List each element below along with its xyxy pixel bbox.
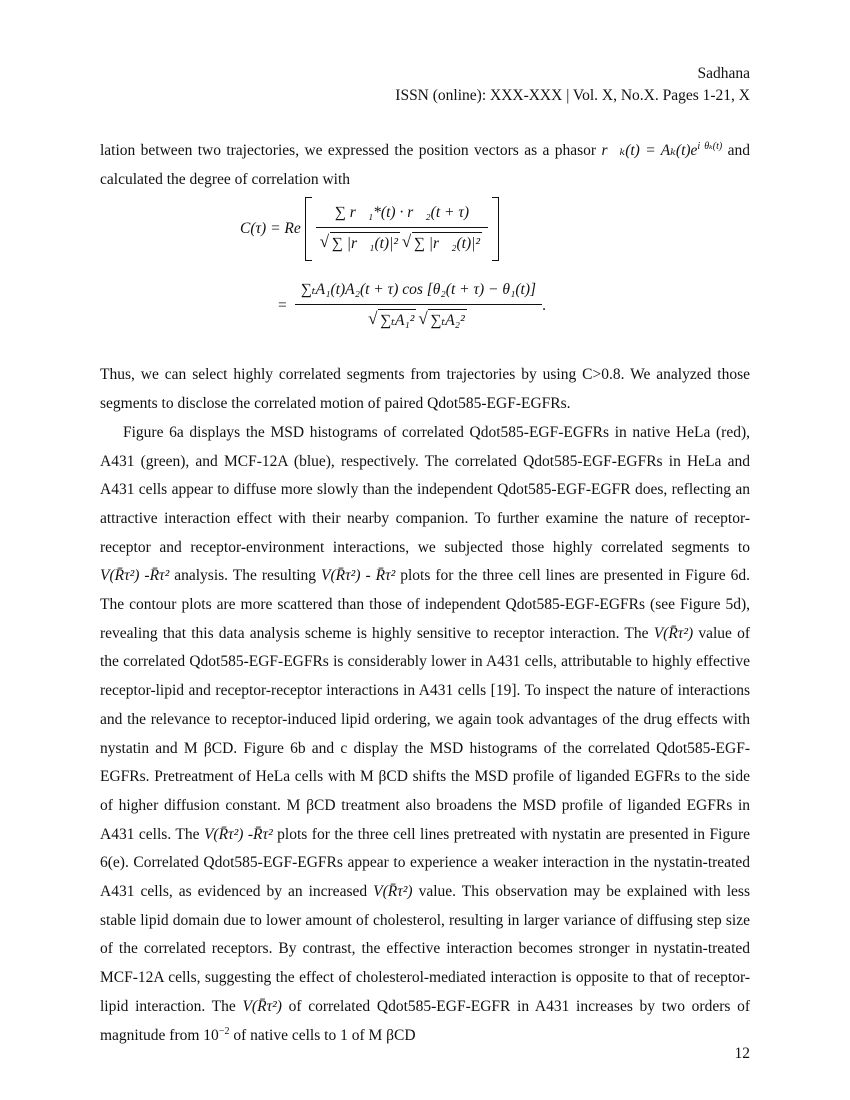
fraction-1-denominator xyxy=(316,228,488,255)
fraction-1 xyxy=(316,203,488,255)
journal-name: Sadhana xyxy=(697,65,750,82)
sqrt-1a: √ ∑ |r⃗₁(t)|² xyxy=(330,232,400,255)
math-v-r: V(R̄τ²) xyxy=(321,567,361,585)
paragraph-selection: Thus, we can select highly correlated segments from trajectories by using C>0.8. We analyzed those segments to disclose the correlated motion of paired Qdot585-EGF-EGFRs. xyxy=(100,366,750,413)
phasor-exponent: i θₖ(t) xyxy=(697,140,723,152)
math-v-r: V(R̄τ²) xyxy=(373,883,413,901)
sqrt-2a: √ ∑ₜA₁² xyxy=(378,309,416,332)
fraction-2-numerator: ∑ₜA₁(t)A₂(t + τ) cos [θ₂(t + τ) − θ₁(t)] xyxy=(295,280,542,305)
paragraph-figure-6: Figure 6a displays the MSD histograms of correlated Qdot585-EGF-EGFRs in native HeLa (red), A431 (green), and MCF-12A (blue), respectively. The correlated Qdot585-EGF-EGFRs in HeLa and A431 cells appear to diffuse more slowly than the independent Qdot585-EGF-EGFR does, reflecting an attractive interaction effect with their nearby companion. To further examine the nature of receptor-receptor and receptor-environment interactions, we subjected those highly correlated segments to V(R̄τ²) -R̄τ² analysis. The resulting V(R̄τ²) - R̄τ² plots for the three cell lines are presented in Figure 6d. The contour plots are more scattered than those of independent Qdot585-EGF-EGFRs (see Figure 5d), revealing that this data analysis scheme is highly sensitive to receptor interaction. The V(R̄τ²) value of the correlated Qdot585-EGF-EGFRs is considerably lower in A431 cells, attributable to highly effective receptor-lipid and receptor-receptor interactions in A431 cells [19]. To inspect the nature of interactions and the relevance to receptor-induced lipid ordering, we again took advantages of the drug effects with nystatin and M βCD. Figure 6b and c display the MSD histograms of the correlated Qdot585-EGF-EGFRs. Pretreatment of HeLa cells with M βCD shifts the MSD profile of liganded EGFRs to the side of higher diffusion constant. M βCD treatment also broadens the MSD profile of liganded EGFRs in A431 cells. The V(R̄τ²) -R̄τ² plots for the three cell lines pretreated with nystatin are presented in Figure 6(e). Correlated Qdot585-EGF-EGFRs appear to experience a weaker interaction in the nystatin-treated A431 cells, as evidenced by an increased V(R̄τ²) value. This observation may be explained with less stable lipid domain due to lower amount of cholesterol, resulting in larger variance of diffusing step size of the correlated receptors. By contrast, the effective interaction becomes stronger in nystatin-treated MCF-12A cells, suggesting the effect of cholesterol-mediated interaction is opposite to that of receptor-lipid interaction. The V(R̄τ²) of correlated Qdot585-EGF-EGFR in A431 increases by two orders of magnitude from $10^{-2}$ of native cells to 1 of M βCD xyxy=(100,423,751,1044)
math-v-r: V(R̄τ²) - xyxy=(203,825,254,843)
math-v-r: V(R̄τ²) xyxy=(242,997,282,1015)
equation-line-1 xyxy=(240,196,503,262)
sqrt-2b: √ ∑ₜA₂² xyxy=(428,309,466,332)
running-header xyxy=(395,63,750,107)
phasor-text-a: lation between two trajectories, we expressed the position vectors as a phasor xyxy=(100,142,602,159)
equation-period: . xyxy=(542,297,546,315)
page-number: 12 xyxy=(734,1045,750,1062)
fraction-2-denominator xyxy=(295,305,542,332)
equals-sign: = xyxy=(278,297,287,315)
fraction-2 xyxy=(295,280,542,332)
page-body xyxy=(100,137,750,1050)
math-v-r: V(R̄τ²) xyxy=(653,624,694,642)
left-bracket xyxy=(305,197,312,261)
exponent: −2 xyxy=(218,1025,230,1037)
equation-lhs: C(τ) = Re xyxy=(240,220,301,238)
math-r: R̄τ² xyxy=(253,825,273,843)
math-v-r: V(R̄τ²) - xyxy=(100,567,150,585)
equation-line-2 xyxy=(278,262,546,350)
paragraph-phasor xyxy=(100,137,750,194)
phasor-text-b: and calculated the degree of correlation with xyxy=(100,142,750,188)
sqrt-1b: √ ∑ |r⃗₂(t)|² xyxy=(412,232,482,255)
phasor-formula: r⃗ₖ(t) = $A_k(t)e^{i \theta_k(t)}$ xyxy=(601,140,723,159)
fraction-1-numerator: ∑ r⃗₁*(t) · r⃗₂(t + τ) xyxy=(316,203,488,228)
math-r: R̄τ² xyxy=(375,567,396,585)
issn-line: ISSN (online): XXX-XXX | Vol. X, No.X. Pages 1-21, X xyxy=(395,87,750,104)
correlation-equation xyxy=(100,196,750,359)
right-bracket xyxy=(492,197,499,261)
math-r: R̄τ² xyxy=(149,567,170,585)
